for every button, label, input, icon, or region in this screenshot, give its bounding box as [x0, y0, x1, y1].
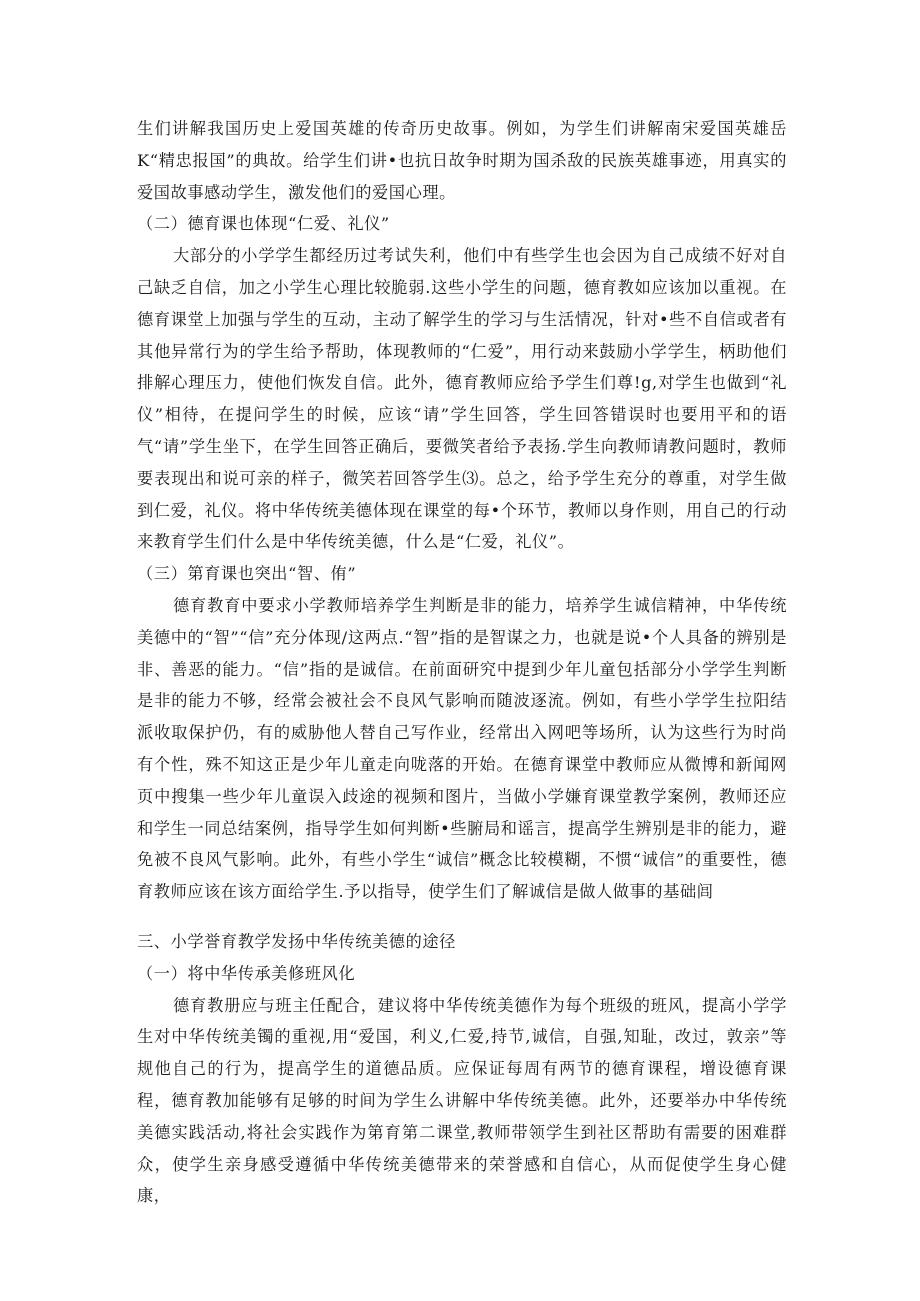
- paragraph-spacer: [137, 908, 787, 917]
- paragraph-wisdom-integrity: 德育教育中要求小学教师培养学生判断是非的能力，培养学生诚信精神，中华传统美德中的“智”“信”充分体现/这两点.“智”指的是智谋之力，也就是说•个人具备的辨别是非、善恶的能力。“信”指的是诚信。在前面研究中提到少年儿童包括部分小学学生判断是非的能力不够，经常会被社会不良风气影响而随波逐流。例如，有些小学学生拉阳结派收取保护仍，有的威胁他人替自己写作业，经常出入网吧等场所，认为这些行为时尚有个性，殊不知这正是少年儿童走向咙落的开始。在德育课堂中教师应从微博和新闻网页中搜集一些少年儿童误入歧途的视频和图片，当做小学嫌育课堂教学案例，教师还应和学生一同总结案例，指导学生如何判断•些腑局和谣言，提高学生辨别是非的能力，避免被不良风气影响。此外，有些小学生“诚信”概念比较模糊，不惯“诚信”的重要性，德育教师应该在该方面给学生.予以指导，使学生们了解诚信是做人做事的基础闾: [137, 595, 787, 902]
- paragraph-patriotic-stories: 生们讲解我国历史上爱国英雄的传奇历史故事。例如，为学生们讲解南宋爱国英雄岳K“精忠报国”的典故。给学生们讲•也抗日故争时期为国杀敌的民族英雄事迹，用真实的爱国故事感动学生，激发他们的爱国心理。: [137, 119, 787, 202]
- document-body: [137, 113, 787, 1212]
- section-heading-benevolence-etiquette: （二）德育课也体现“仁爱、礼仪”: [137, 214, 390, 234]
- section-heading-class-culture: （一）将中华传承美修班风化: [137, 963, 356, 983]
- chapter-heading-approaches: 三、小学誉育教学发扬中华传统美德的途径: [137, 931, 456, 951]
- paragraph-benevolence-etiquette: 大部分的小学学生都经历过考试失利，他们中有些学生也会因为自己成绩不好对自己缺乏自信，加之小学生心理比较脆弱.这些小学生的问题，德育教如应该加以重视。在德育课堂上加强与学生的互动，主动了解学生的学习与生活情况，针对•些不自信或者有其他异常行为的学生给予帮助，体现教师的“仁爱”，用行动来鼓励小学学生，柄助他们排解心理压力，使他们恢发自信。此外，德育教师应给予学生们尊!g,对学生也做到“礼仪”相待，在提问学生的时候，应该“请”学生回答，学生回答错误时也要用平和的语气“请”学生坐下，在学生回答正确后，要微笑者给予表扬.学生向教师请教问题时，教师要表现出和说可亲的样子，微笑若回答学生⑶。总之，给予学生充分的尊重，对学生做到仁爱，礼仪。将中华传统美德体现在课堂的每•个环节，教师以身作则，用自己的行动来教育学生们什么是中华传统美德，什么是“仁爱，礼仪”。: [137, 246, 787, 552]
- paragraph-class-culture: 德育教册应与班主任配合，建议将中华传统美德作为每个班级的班风，提高小学学生对中华传统美镯的重视,用“爱国，利义,仁爱,持节,诚信，自强,知耻，改过，敦亲”等规他自己的行为，提高学生的道德品质。应保证每周有两节的德育课程，增设德育课程，德育教加能够有足够的时间为学生么讲解中华传统美德。此外，还要举办中华传统美德实践活动,将社会实践作为第育第二课堂,教师带领学生到社区帮助有需要的困难群众，使学生亲身感受遵循中华传统美德带来的荣誉感和自信心，从而促使学生身心健康，: [137, 995, 787, 1206]
- section-heading-wisdom-integrity: （三）第育课也突出“智、侑”: [137, 564, 357, 584]
